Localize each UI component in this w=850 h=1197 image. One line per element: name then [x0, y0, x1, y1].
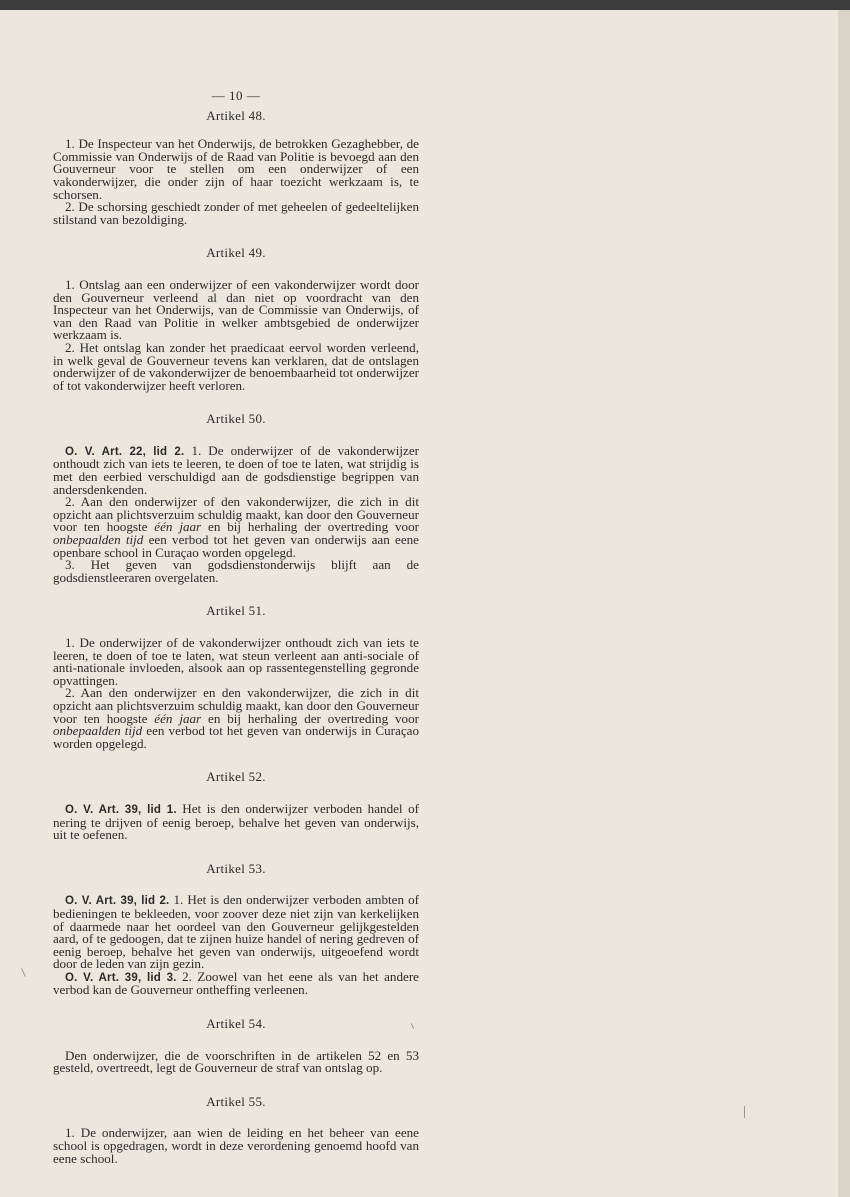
paragraph-text: een verbod tot het geven van onderwijs in Curaçao worden opgelegd.	[53, 723, 419, 751]
article-heading: Artikel 53.	[206, 860, 266, 876]
emphasis-text: onbepaalden tijd	[53, 723, 143, 739]
article-49	[53, 247, 419, 392]
article-paragraph	[53, 496, 419, 559]
paragraph-text: 2. Zoowel van het eene als van het andere verbod kan de Gouverneur ontheffing verleenen.	[53, 968, 419, 998]
article-heading: Artikel 52.	[206, 769, 266, 785]
article-heading: Artikel 50.	[206, 411, 266, 427]
document-page	[0, 10, 838, 1197]
emphasis-text: één jaar	[154, 519, 202, 535]
article-paragraph: 1. De onderwijzer of de vakonderwijzer onthoudt zich van iets te leeren, te doen of toe te laten, wat steun verleent aan anti-sociale of anti-nationale invloeden, alsook aan op rassentegenstelling gegronde opvattingen.	[53, 635, 419, 688]
article-paragraph: 3. Het geven van godsdienstonderwijs blijft aan de godsdienstleeraren overgelaten.	[53, 557, 419, 585]
article-55	[53, 1093, 419, 1166]
legal-reference: O. V. Art. 39, lid 1.	[65, 803, 177, 816]
article-heading: Artikel 54.	[206, 1016, 266, 1032]
article-50	[53, 413, 419, 584]
article-48	[53, 107, 419, 227]
scan-right-edge	[838, 10, 850, 1197]
article-paragraph: 1. Ontslag aan een onderwijzer of een vakonderwijzer wordt door den Gouverneur verleend al dan niet op voordracht van den Inspecteur van het Onderwijs, van de Commissie van Onderwijs, of van den Raad van Politie in welker ambtsgebied de onderwijzer werkzaam is.	[53, 276, 419, 343]
paragraph-text: 1. De onderwijzer of de vakonderwijzer onthoudt zich van iets te leeren, te doen of toe te laten, wat strijdig is met den eerbied verschuldigd aan de godsdienstige begrippen van andersdenkenden.	[53, 442, 419, 497]
article-paragraph: Den onderwijzer, die de voorschriften in de artikelen 52 en 53 gesteld, overtreedt, legt de Gouverneur de straf van ontslag op.	[53, 1047, 419, 1076]
article-paragraph: 2. Het ontslag kan zonder het praedicaat eervol worden verleend, in welk geval de Gouverneur tevens kan verklaren, dat de ontslagen onderwijzer of de vakonderwijzer de benoembaarheid tot onderwijzer of tot vakonderwijzer heeft verloren.	[53, 339, 419, 393]
article-paragraph	[53, 687, 419, 750]
article-paragraph: 1. De Inspecteur van het Onderwijs, de betrokken Gezaghebber, de Commissie van Onderwijs of de Raad van Politie is bevoegd aan den Gouverneur voor te stellen om een onderwijzer of een vakonderwijzer, die onder zijn of haar toezicht werkzaam is, te schorsen.	[53, 136, 419, 202]
paragraph-text: Het is den onderwijzer verboden handel of nering te drijven of eenig beroep, behalve het geven van onderwijs, uit te oefenen.	[53, 800, 419, 843]
article-paragraph	[53, 968, 419, 998]
article-52	[53, 771, 419, 841]
article-heading: Artikel 55.	[206, 1093, 266, 1109]
article-51	[53, 605, 419, 750]
emphasis-text: één jaar	[154, 710, 202, 726]
page-number: — 10 —	[211, 88, 261, 103]
text-column	[53, 90, 419, 1186]
paragraph-text: en bij herhaling der overtreding voor	[208, 710, 419, 726]
scan-top-border	[0, 0, 850, 10]
scan-mark	[744, 1106, 745, 1118]
article-heading: Artikel 51.	[206, 603, 266, 619]
legal-reference: O. V. Art. 22, lid 2.	[65, 445, 185, 458]
emphasis-text: onbepaalden tijd	[53, 532, 144, 548]
legal-reference: O. V. Art. 39, lid 2.	[65, 895, 170, 908]
article-54	[53, 1018, 419, 1075]
legal-reference: O. V. Art. 39, lid 3.	[65, 971, 177, 984]
article-heading: Artikel 49.	[206, 245, 266, 261]
article-paragraph	[53, 800, 419, 843]
article-paragraph	[53, 442, 419, 497]
paragraph-text: 2. Aan den onderwijzer of den vakonderwijzer, die zich in dit opzicht aan plichtsverzuim schuldig maakt, kan door den Gouverneur voor ten hoogste	[53, 494, 419, 535]
scan-mark	[21, 968, 26, 977]
article-53	[53, 860, 419, 998]
article-paragraph: 2. De schorsing geschiedt zonder of met geheelen of gedeeltelijken stilstand van bezoldiging.	[53, 199, 419, 227]
paragraph-text: 1. Het is den onderwijzer verboden ambten of bedieningen te bekleeden, voor zoover deze niet zijn van kerkelijken of daarmede naar het oordeel van den Gouverneur gelijkgestelden aard, of te gedoogen, dat te zijnen huize handel of nering gedreven of eenig beroep, behalve het geven van onderwijs, uitgeoefend wordt door de leden van zijn gezin.	[53, 892, 419, 972]
article-paragraph	[53, 894, 419, 971]
article-paragraph: 1. De onderwijzer, aan wien de leiding en het beheer van eene school is opgedragen, wordt in deze verordening genoemd hoofd van eene school.	[53, 1125, 419, 1166]
article-heading: Artikel 48.	[206, 107, 266, 123]
paragraph-text: een verbod tot het geven van onderwijs aan eene openbare school in Curaçao worden opgelegd.	[53, 532, 419, 560]
paragraph-text: 2. Aan den onderwijzer en den vakonderwijzer, die zich in dit opzicht aan plichtsverzuim schuldig maakt, kan door den Gouverneur voor ten hoogste	[53, 685, 419, 726]
paragraph-text: en bij herhaling der overtreding voor	[208, 519, 419, 535]
